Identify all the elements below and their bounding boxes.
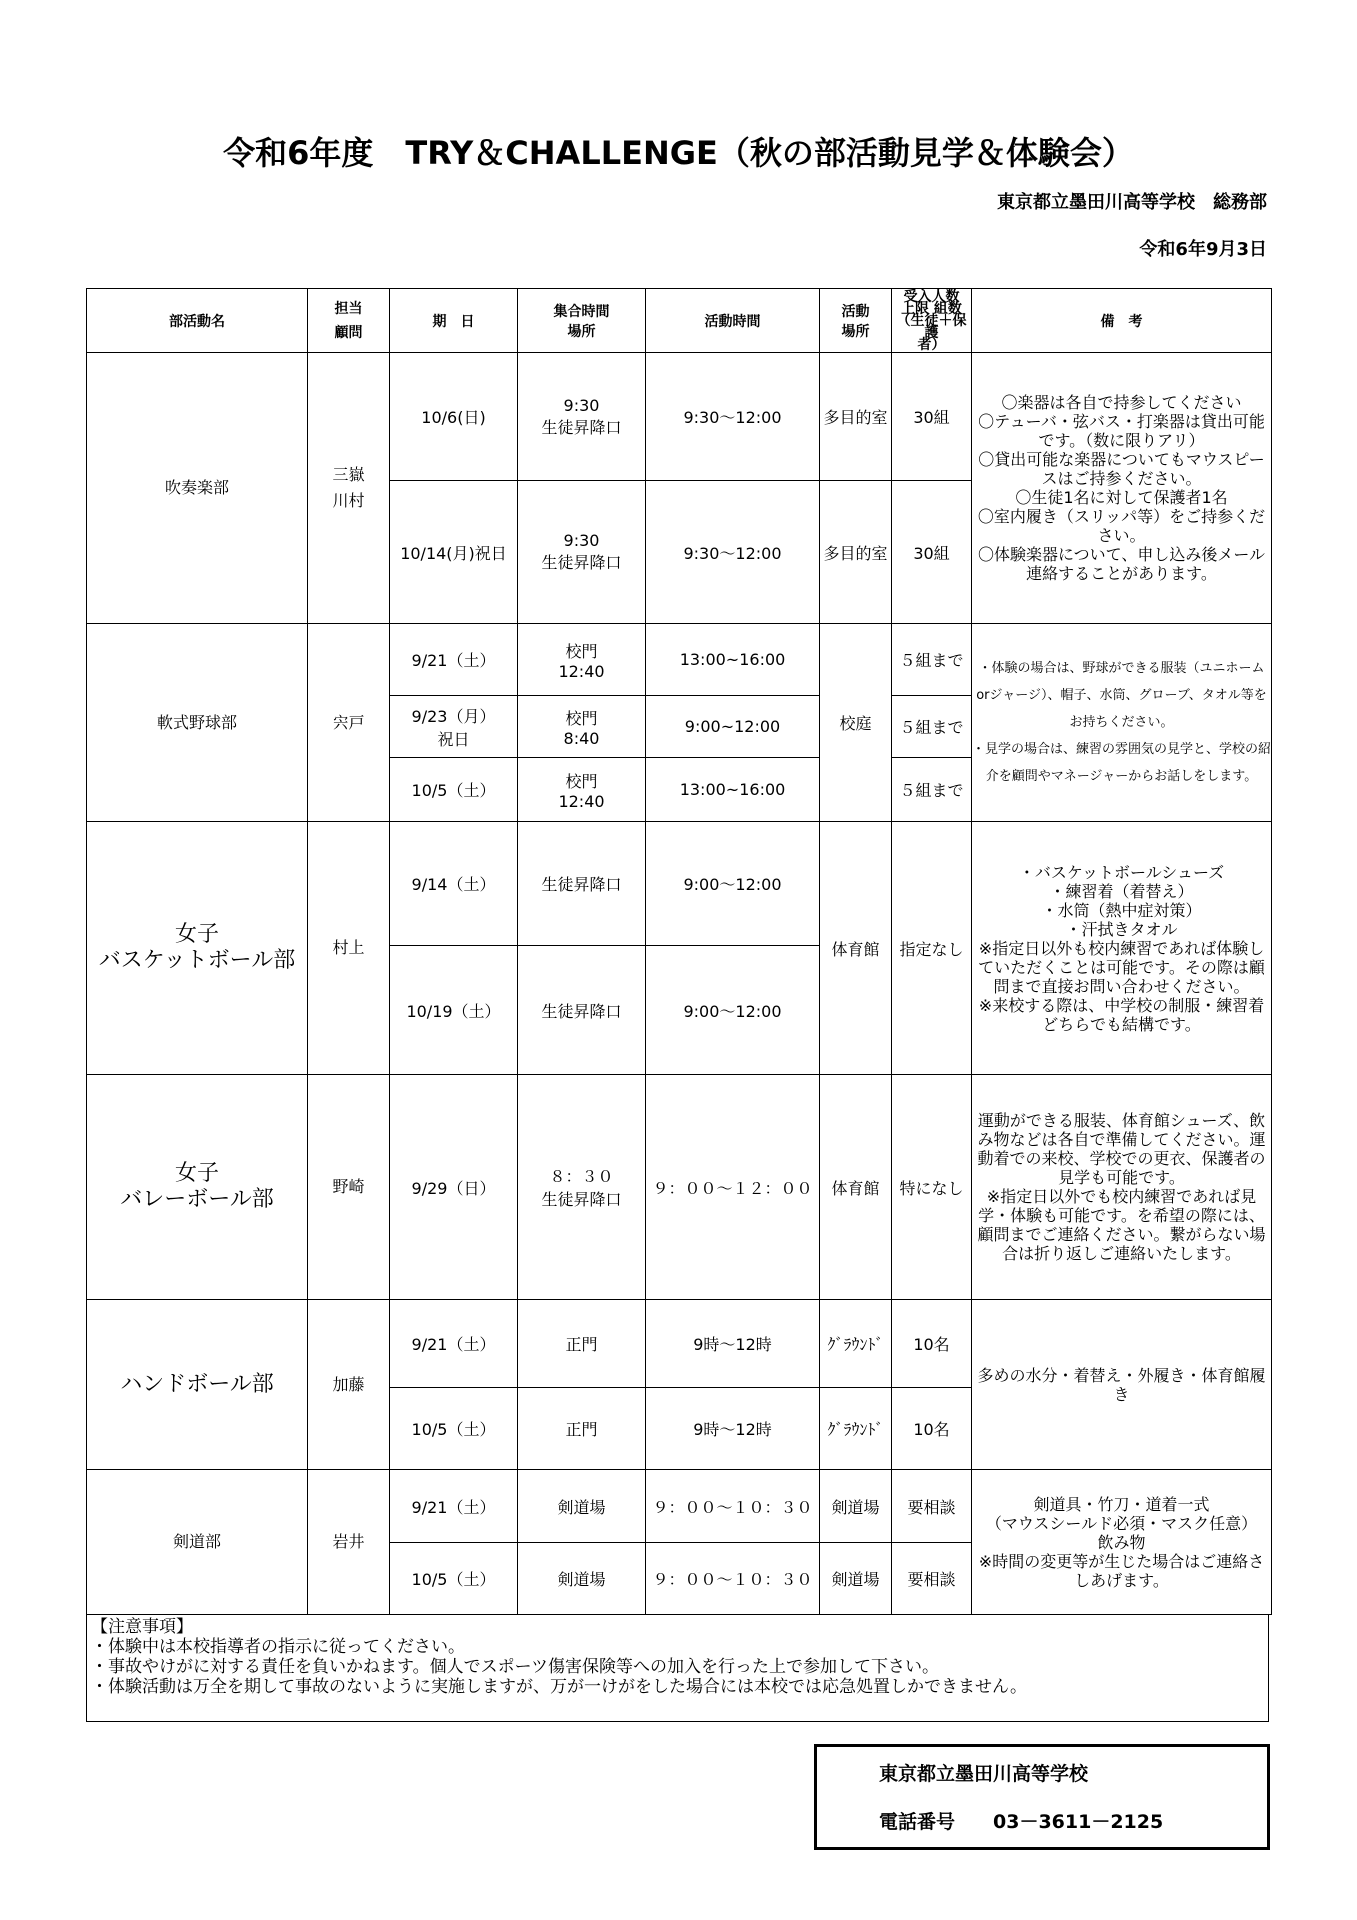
club-name-volleyball: 女子 バレーボール部 — [87, 1075, 308, 1300]
club-name-baseball: 軟式野球部 — [87, 624, 308, 822]
handball-meet-1: 正門 — [518, 1300, 646, 1388]
contact-box — [814, 1744, 1270, 1850]
brass-date-2: 10/14(月)祝日 — [390, 481, 518, 624]
kendo-meet-1: 剣道場 — [518, 1470, 646, 1543]
handball-cap-2: 10名 — [892, 1388, 972, 1470]
advisor-brass: 三嶽 川村 — [308, 353, 390, 624]
baseball-cap-1: ５組まで — [892, 624, 972, 696]
baseball-time-3: 13:00~16:00 — [646, 758, 820, 822]
baseball-place: 校庭 — [820, 624, 892, 822]
col-meet: 集合時間 場所 — [518, 289, 646, 353]
basketball-time-1: 9:00～12:00 — [646, 822, 820, 946]
phone-label: 電話番号 — [879, 1811, 956, 1833]
contact-school: 東京都立墨田川高等学校 — [879, 1763, 1089, 1785]
advisor-kendo: 岩井 — [308, 1470, 390, 1615]
basketball-meet-2: 生徒昇降口 — [518, 946, 646, 1075]
baseball-date-3: 10/5（土） — [390, 758, 518, 822]
brass-place-2: 多目的室 — [820, 481, 892, 624]
basketball-date-2: 10/19（土） — [390, 946, 518, 1075]
caution-item-2: ・事故やけがに対する責任を負いかねます。個人でスポーツ傷害保険等への加入を行った上で参加して下さい。 — [91, 1657, 939, 1677]
advisor-basketball: 村上 — [308, 822, 390, 1075]
kendo-cap-2: 要相談 — [892, 1543, 972, 1615]
brass-time-2: 9:30～12:00 — [646, 481, 820, 624]
baseball-meet-3: 校門 12:40 — [518, 758, 646, 822]
page-title: 令和6年度 TRY＆CHALLENGE（秋の部活動見学＆体験会） — [223, 134, 1134, 172]
volleyball-place: 体育館 — [820, 1075, 892, 1300]
kendo-cap-1: 要相談 — [892, 1470, 972, 1543]
kendo-row-1 — [87, 1470, 1272, 1543]
baseball-time-1: 13:00~16:00 — [646, 624, 820, 696]
volleyball-notes: 運動ができる服装、体育館シューズ、飲み物などは各自で準備してください。運動着での来校、学校での更衣、保護者の見学も可能です。 ※指定日以外でも校内練習であれば見学・体験も可能です。を希望の際には、顧問までご連絡ください。繋がらない場合は折り返しご連絡いたします。 — [972, 1075, 1272, 1300]
handball-date-2: 10/5（土） — [390, 1388, 518, 1470]
basketball-notes: ・バスケットボールシューズ ・練習着（着替え） ・水筒（熱中症対策） ・汗拭きタオル ※指定日以外も校内練習であれば体験していただくことは可能です。その際は顧問まで直接お問い合わせください。 ※来校する際は、中学校の制服・練習着どちらでも結構です。 — [972, 822, 1272, 1075]
basketball-cap: 指定なし — [892, 822, 972, 1075]
club-name-brass: 吹奏楽部 — [87, 353, 308, 624]
kendo-date-2: 10/5（土） — [390, 1543, 518, 1615]
issue-date: 令和6年9月3日 — [1139, 239, 1267, 260]
basketball-place: 体育館 — [820, 822, 892, 1075]
handball-time-2: 9時～12時 — [646, 1388, 820, 1470]
advisor-baseball: 宍戸 — [308, 624, 390, 822]
header-row — [87, 289, 1272, 353]
basketball-date-1: 9/14（土） — [390, 822, 518, 946]
volleyball-date: 9/29（日） — [390, 1075, 518, 1300]
volleyball-meet: ８：３０ 生徒昇降口 — [518, 1075, 646, 1300]
club-name-basketball: 女子 バスケットボール部 — [87, 822, 308, 1075]
baseball-cap-3: ５組まで — [892, 758, 972, 822]
kendo-place-2: 剣道場 — [820, 1543, 892, 1615]
phone-number: 03－3611－2125 — [993, 1811, 1164, 1833]
activity-table — [86, 288, 1272, 1615]
baseball-meet-1: 校門 12:40 — [518, 624, 646, 696]
baseball-date-2: 9/23（月） 祝日 — [390, 696, 518, 758]
school-department: 東京都立墨田川高等学校 総務部 — [997, 192, 1267, 213]
brass-cap-2: 30組 — [892, 481, 972, 624]
handball-cap-1: 10名 — [892, 1300, 972, 1388]
club-name-handball: ハンドボール部 — [87, 1300, 308, 1470]
kendo-date-1: 9/21（土） — [390, 1470, 518, 1543]
col-place: 活動 場所 — [820, 289, 892, 353]
volleyball-row — [87, 1075, 1272, 1300]
brass-meet-2: 9:30 生徒昇降口 — [518, 481, 646, 624]
handball-date-1: 9/21（土） — [390, 1300, 518, 1388]
caution-box — [86, 1614, 1269, 1722]
baseball-meet-2: 校門 8:40 — [518, 696, 646, 758]
handball-row-1 — [87, 1300, 1272, 1388]
handball-place-1: ｸﾞﾗｳﾝﾄﾞ — [820, 1300, 892, 1388]
baseball-row-1 — [87, 624, 1272, 696]
baseball-date-1: 9/21（土） — [390, 624, 518, 696]
handball-time-1: 9時～12時 — [646, 1300, 820, 1388]
kendo-notes: 剣道具・竹刀・道着一式 （マウスシールド必須・マスク任意） 飲み物 ※時間の変更等が生じた場合はご連絡さしあげます。 — [972, 1470, 1272, 1615]
baseball-notes: ・体験の場合は、野球ができる服装（ユニホームorジャージ）、帽子、水筒、グローブ、タオル等をお持ちください。 ・見学の場合は、練習の雰囲気の見学と、学校の紹介を顧問やマネージャーからお話しをします。 — [972, 624, 1272, 822]
brass-cap-1: 30組 — [892, 353, 972, 481]
contact-phone-line — [879, 1807, 1163, 1834]
caution-item-3: ・体験活動は万全を期して事故のないように実施しますが、万が一けがをした場合には本校では応急処置しかできません。 — [91, 1677, 1028, 1697]
basketball-meet-1: 生徒昇降口 — [518, 822, 646, 946]
caution-item-1: ・体験中は本校指導者の指示に従ってください。 — [91, 1637, 465, 1657]
brass-place-1: 多目的室 — [820, 353, 892, 481]
brass-notes: 〇楽器は各自で持参してください 〇テューバ・弦バス・打楽器は貸出可能です。（数に限りアリ） 〇貸出可能な楽器についてもマウスピースはご持参ください。 〇生徒1名に対して保護者1名 〇室内履き（スリッパ等）をご持参ください。 〇体験楽器について、申し込み後メール連絡することがあります。 — [972, 353, 1272, 624]
brass-date-1: 10/6(日) — [390, 353, 518, 481]
baseball-time-2: 9:00~12:00 — [646, 696, 820, 758]
kendo-time-2: ９：００～１０：３０ — [646, 1543, 820, 1615]
col-club: 部活動名 — [87, 289, 308, 353]
volleyball-cap: 特になし — [892, 1075, 972, 1300]
basketball-time-2: 9:00～12:00 — [646, 946, 820, 1075]
handball-meet-2: 正門 — [518, 1388, 646, 1470]
col-capacity: 受入人数 上限 組数 （生徒＋保護 者） — [892, 289, 972, 353]
handball-notes: 多めの水分・着替え・外履き・体育館履き — [972, 1300, 1272, 1470]
col-advisor: 担当 顧問 — [308, 289, 390, 353]
caution-heading: 【注意事項】 — [91, 1617, 193, 1637]
brass-meet-1: 9:30 生徒昇降口 — [518, 353, 646, 481]
advisor-handball: 加藤 — [308, 1300, 390, 1470]
baseball-cap-2: ５組まで — [892, 696, 972, 758]
kendo-meet-2: 剣道場 — [518, 1543, 646, 1615]
brass-time-1: 9:30～12:00 — [646, 353, 820, 481]
advisor-volleyball: 野崎 — [308, 1075, 390, 1300]
club-name-kendo: 剣道部 — [87, 1470, 308, 1615]
handball-place-2: ｸﾞﾗｳﾝﾄﾞ — [820, 1388, 892, 1470]
kendo-place-1: 剣道場 — [820, 1470, 892, 1543]
basketball-row-1 — [87, 822, 1272, 946]
col-date: 期 日 — [390, 289, 518, 353]
kendo-time-1: ９：００～１０：３０ — [646, 1470, 820, 1543]
volleyball-time: ９：００～１２：００ — [646, 1075, 820, 1300]
col-time: 活動時間 — [646, 289, 820, 353]
col-notes: 備 考 — [972, 289, 1272, 353]
brass-row-1 — [87, 353, 1272, 481]
